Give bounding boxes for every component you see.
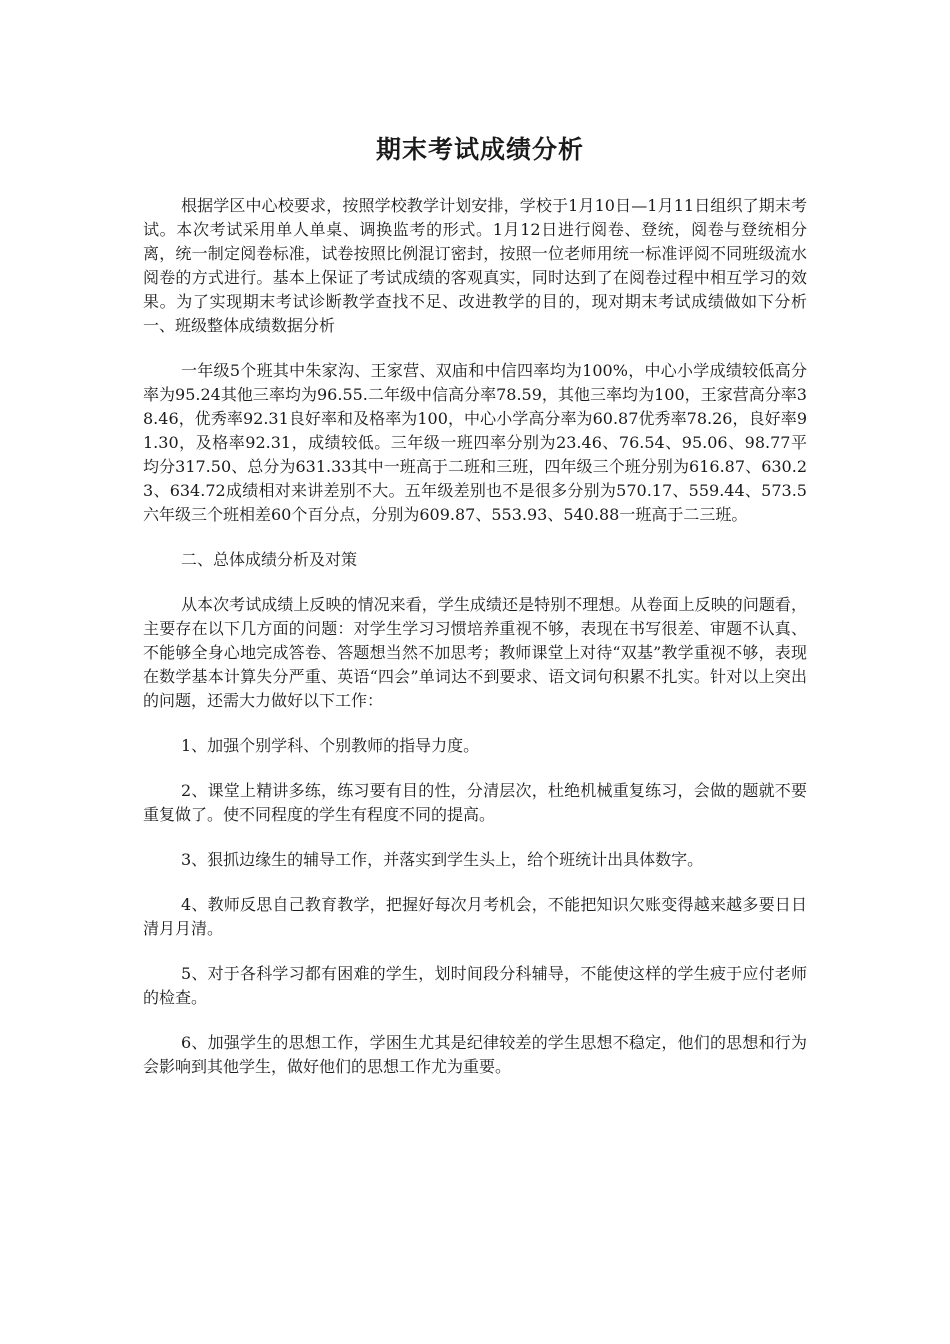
paragraph-intro: 根据学区中心校要求，按照学校教学计划安排，学校于1月10日—1月11日组织了期末考试。本次考试采用单人单桌、调换监考的形式。1月12日进行阅卷、登统，阅卷与登统相分离，统一制定阅卷标准，试卷按照比例混订密封，按照一位老师用统一标准评阅不同班级流水阅卷的方式进行。基本上保证了考试成绩的客观真实，同时达到了在阅卷过程中相互学习的效果。为了实现期末考试诊断教学查找不足、改进教学的目的，现对期末考试成绩做如下分析一、班级整体成绩数据分析 <box>143 196 807 335</box>
list-item-1: 1、加强个别学科、个别教师的指导力度。 <box>181 736 480 755</box>
document-page <box>143 130 807 1100</box>
list-item-4: 4、教师反思自己教育教学，把握好每次月考机会，不能把知识欠账变得越来越多要日日清月月清。 <box>143 895 807 938</box>
paragraph-problems: 从本次考试成绩上反映的情况来看，学生成绩还是特别不理想。从卷面上反映的问题看，主要存在以下几方面的问题：对学生学习习惯培养重视不够，表现在书写很差、审题不认真、不能够全身心地完成答卷、答题想当然不加思考；教师课堂上对待“双基”教学重视不够，表现在数学基本计算失分严重、英语“四会”单词达不到要求、语文词句积累不扎实。针对以上突出的问题，还需大力做好以下工作： <box>143 595 807 710</box>
list-item-6: 6、加强学生的思想工作，学困生尤其是纪律较差的学生思想不稳定，他们的思想和行为会影响到其他学生，做好他们的思想工作尤为重要。 <box>143 1033 807 1076</box>
paragraph-class-data: 一年级5个班其中朱家沟、王家营、双庙和中信四率均为100%，中心小学成绩较低高分率为95.24其他三率均为96.55.二年级中信高分率78.59，其他三率均为100，王家营高分率38.46，优秀率92.31良好率和及格率为100，中心小学高分率为60.87优秀率78.26，良好率91.30，及格率92.31，成绩较低。三年级一班四率分别为23.46、76.54、95.06、98.77平均分317.50、总分为631.33其中一班高于二班和三班，四年级三个班分别为616.87、630.23、634.72成绩相对来讲差别不大。五年级差别也不是很多分别为570.17、559.44、573.5六年级三个班相差60个百分点，分别为609.87、553.93、540.88一班高于二三班。 <box>143 361 807 524</box>
list-item-2: 2、课堂上精讲多练，练习要有目的性，分清层次，杜绝机械重复练习，会做的题就不要重复做了。使不同程度的学生有程度不同的提高。 <box>143 781 807 824</box>
list-item-5: 5、对于各科学习都有困难的学生，划时间段分科辅导，不能使这样的学生疲于应付老师的检查。 <box>143 964 807 1007</box>
list-item-3: 3、狠抓边缘生的辅导工作，并落实到学生头上，给个班统计出具体数字。 <box>181 850 704 869</box>
document-title: 期末考试成绩分析 <box>375 135 584 164</box>
section-heading-overall: 二、总体成绩分析及对策 <box>181 550 358 569</box>
